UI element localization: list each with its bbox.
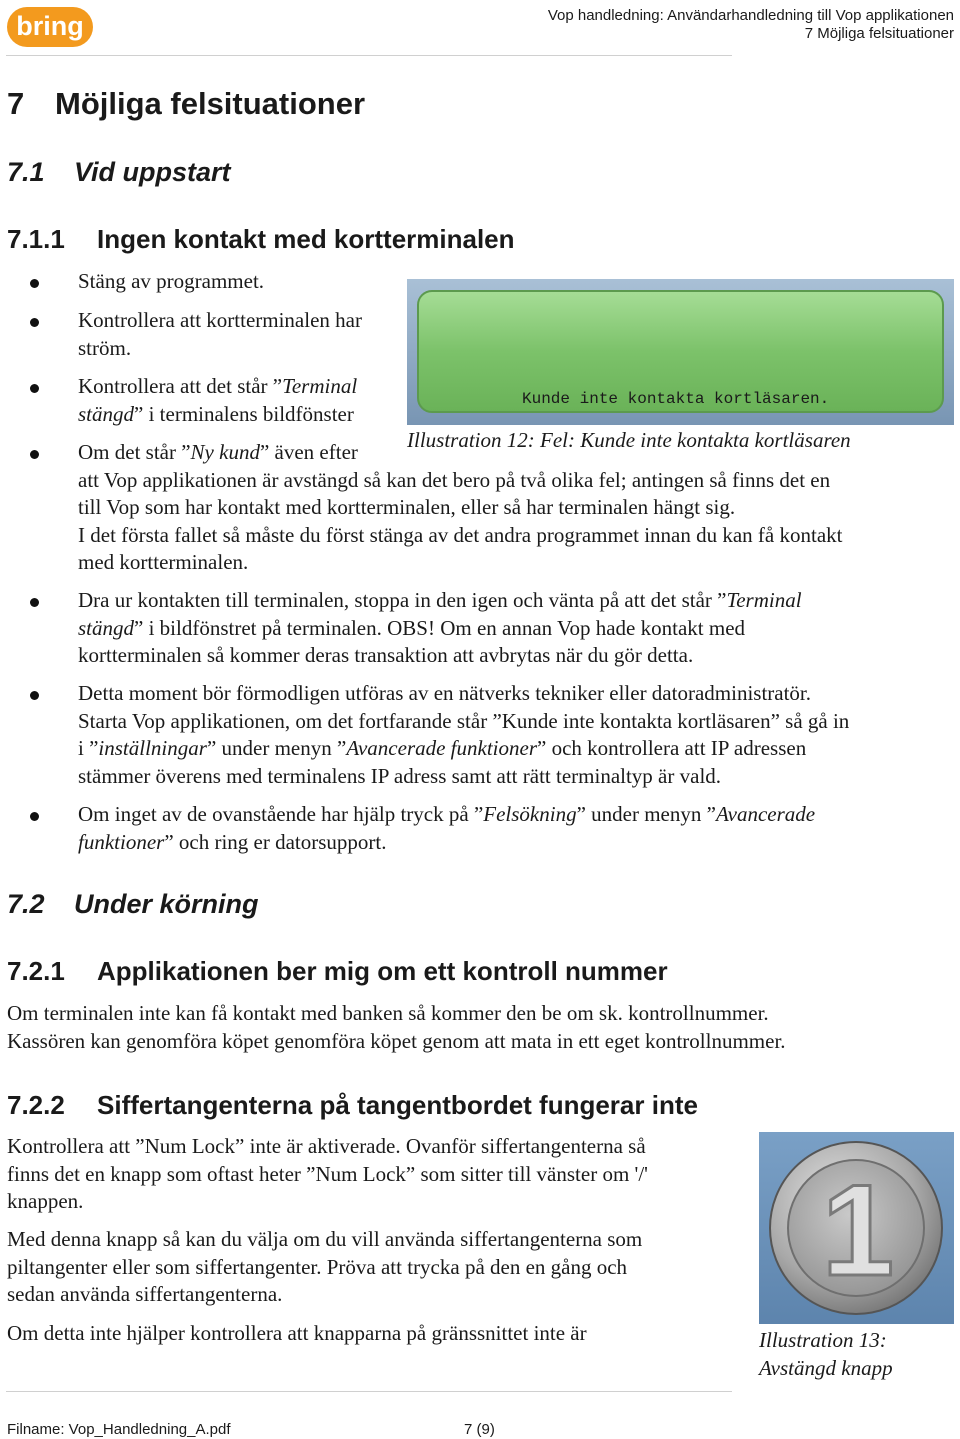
bullet (30, 450, 39, 459)
list-item: Kontrollera att det står ”Terminal stängd” i terminalens bildfönster (78, 374, 358, 426)
bullet (30, 318, 39, 327)
heading-7: 7 Möjliga felsituationer (7, 86, 366, 121)
illustration-13-disabled-button (759, 1132, 954, 1324)
error-message: Kunde inte kontakta kortläsaren. (522, 390, 830, 408)
bullet (30, 279, 39, 288)
heading-7-2-2: 7.2.2 Siffertangenterna på tangentbordet fungerar inte (7, 1090, 698, 1120)
digit-one: 1 (821, 1157, 895, 1303)
footer-rule (6, 1391, 732, 1392)
illustration-12-error-screen (407, 279, 954, 425)
header-doc-title: Vop handledning: Användarhandledning till Vop applikationen (547, 7, 954, 24)
bullet (30, 384, 39, 393)
illustration-12-caption: Illustration 12: Fel: Kunde inte kontakta kortläsaren (407, 428, 851, 452)
header-section: 7 Möjliga felsituationer (804, 25, 954, 42)
list-item: Om inget av de ovanstående har hjälp tryck på ”Felsökning” under menyn ”Avancerade funktioner” och ring er datorsupport. (78, 802, 816, 854)
bullet (30, 812, 39, 821)
list-item: Dra ur kontakten till terminalen, stoppa in den igen och vänta på att det står ”Terminal stängd” i bildfönstret på terminalen. OBS! Om en annan Vop hade kontakt med kortterminalen så kommer deras transaktion att avbrytas när du gör detta. (78, 588, 802, 667)
footer-page-number: 7 (9) (464, 1421, 495, 1438)
bring-logo (6, 4, 94, 50)
logo-text: bring (16, 11, 84, 41)
list-item: Stäng av programmet. (78, 269, 265, 293)
paragraph: Med denna knapp så kan du välja om du vill använda siffertangenterna som piltangenter eller som siffertangenter. Pröva att trycka på den en gång och sedan använda siffertangenterna. (7, 1227, 643, 1306)
bullet (30, 598, 39, 607)
footer-filename: Filname: Vop_Handledning_A.pdf (7, 1421, 231, 1438)
header-rule (6, 55, 732, 56)
paragraph: Kontrollera att ”Num Lock” inte är aktiverade. Ovanför siffertangenterna så finns det en knapp som oftast heter ”Num Lock” som sitter till vänster om '/' knappen. (7, 1134, 648, 1213)
heading-7-1: 7.1 Vid uppstart (7, 157, 231, 187)
illustration-13-caption: Illustration 13: Avstängd knapp (759, 1328, 893, 1380)
heading-7-1-1: 7.1.1 Ingen kontakt med kortterminalen (7, 224, 515, 254)
list-item: Kontrollera att kortterminalen har ström. (78, 308, 362, 360)
paragraph: Om detta inte hjälper kontrollera att knapparna på gränssnittet inte är (7, 1321, 587, 1345)
heading-7-2-1: 7.2.1 Applikationen ber mig om ett kontroll nummer (7, 956, 668, 986)
bullet (30, 691, 39, 700)
paragraph: Om terminalen inte kan få kontakt med banken så kommer den be om sk. kontrollnummer. Kassören kan genomföra köpet genomföra köpet genom att mata in ett eget kontrollnummer. (7, 1001, 786, 1053)
list-item: Detta moment bör förmodligen utföras av en nätverks tekniker eller datoradministratör. Starta Vop applikationen, om det fortfarande står ”Kunde inte kontakta kortläsaren” så gå in i ”inställningar” under menyn ”Avancerade funktioner” och kontrollera att IP adressen stämmer överens med terminalens IP adress samt att rätt terminaltyp är vald. (78, 681, 850, 788)
heading-7-2: 7.2 Under körning (7, 889, 259, 919)
list-item: Om det står ”Ny kund” även efter att Vop applikationen är avstängd så kan det bero på två olika fel; antingen så finns det en till Vop som har kontakt med kortterminalen, eller så har terminalen hängt sig. I det första fallet så måste du först stänga av det andra programmet innan du kan få kontakt med kortterminalen. (78, 440, 843, 574)
